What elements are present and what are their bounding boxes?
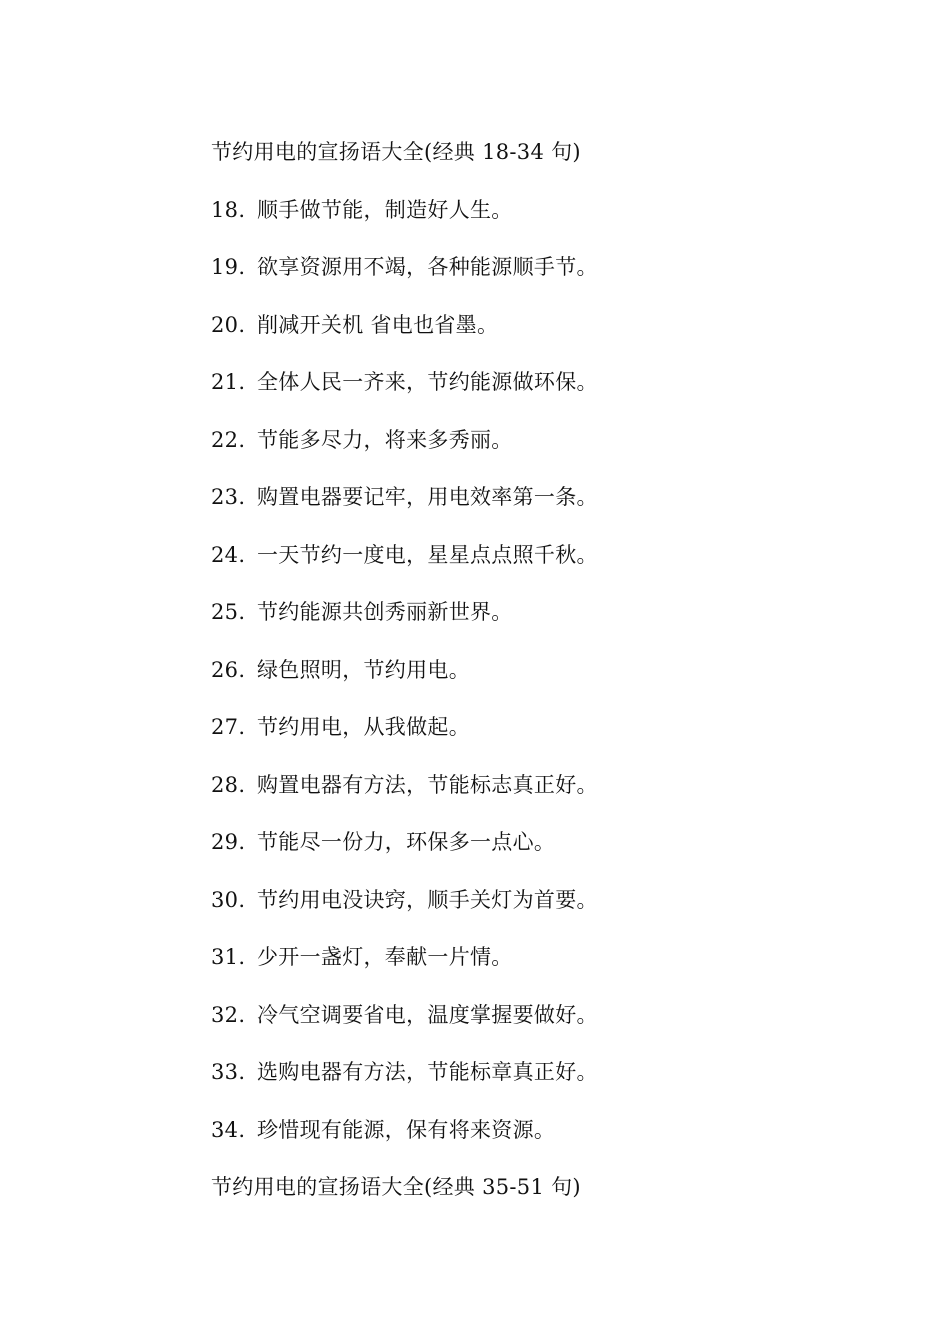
item-number: 33. — [211, 1060, 246, 1084]
item-number: 21. — [211, 370, 246, 394]
item-text: 节约用电没诀窍，顺手关灯为首要。 — [257, 887, 598, 912]
slogan-item — [211, 1056, 891, 1114]
item-text: 选购电器有方法，节能标章真正好。 — [257, 1060, 598, 1084]
item-text: 全体人民一齐来，节约能源做环保。 — [257, 370, 598, 394]
item-number: 19. — [211, 255, 246, 279]
slogan-item — [211, 481, 891, 539]
item-text: 削减开关机 省电也省墨。 — [257, 312, 499, 337]
item-number: 28. — [211, 772, 246, 797]
document-content — [211, 136, 891, 1229]
item-text: 珍惜现有能源，保有将来资源。 — [257, 1117, 556, 1142]
item-number: 32. — [211, 1002, 246, 1027]
item-text: 节约用电，从我做起。 — [257, 715, 470, 739]
item-number: 22. — [211, 427, 246, 452]
slogan-item — [211, 884, 891, 942]
item-number: 31. — [211, 945, 246, 969]
item-number: 18. — [211, 197, 246, 222]
item-number: 20. — [211, 312, 246, 337]
item-text: 购置电器有方法，节能标志真正好。 — [257, 772, 598, 797]
item-number: 23. — [211, 485, 246, 509]
section-heading: 节约用电的宣扬语大全(经典 35-51 句) — [211, 1175, 581, 1199]
slogan-item — [211, 999, 891, 1057]
item-number: 25. — [211, 600, 246, 624]
item-text: 节能尽一份力，环保多一点心。 — [257, 830, 556, 854]
slogan-item — [211, 826, 891, 884]
slogan-item — [211, 941, 891, 999]
item-text: 节能多尽力，将来多秀丽。 — [257, 427, 513, 452]
slogan-item — [211, 769, 891, 827]
slogan-item — [211, 309, 891, 367]
item-number: 29. — [211, 830, 246, 854]
section-heading: 节约用电的宣扬语大全(经典 18-34 句) — [211, 140, 581, 164]
item-number: 30. — [211, 887, 246, 912]
item-text: 冷气空调要省电，温度掌握要做好。 — [257, 1002, 598, 1027]
item-number: 34. — [211, 1117, 246, 1142]
item-text: 顺手做节能，制造好人生。 — [257, 197, 513, 222]
item-text: 少开一盏灯，奉献一片情。 — [257, 945, 513, 969]
slogan-item — [211, 711, 891, 769]
item-text: 欲享资源用不竭，各种能源顺手节。 — [257, 255, 598, 279]
item-text: 一天节约一度电，星星点点照千秋。 — [257, 542, 598, 567]
item-text: 节约能源共创秀丽新世界。 — [257, 600, 513, 624]
slogan-item — [211, 424, 891, 482]
item-number: 26. — [211, 657, 246, 682]
item-text: 绿色照明，节约用电。 — [257, 657, 470, 682]
slogan-item — [211, 194, 891, 252]
item-text: 购置电器要记牢，用电效率第一条。 — [257, 485, 598, 509]
slogan-item — [211, 251, 891, 309]
slogan-item — [211, 654, 891, 712]
slogan-item — [211, 1114, 891, 1172]
slogan-item — [211, 539, 891, 597]
item-number: 24. — [211, 542, 246, 567]
slogan-item — [211, 366, 891, 424]
slogan-item — [211, 596, 891, 654]
item-number: 27. — [211, 715, 246, 739]
